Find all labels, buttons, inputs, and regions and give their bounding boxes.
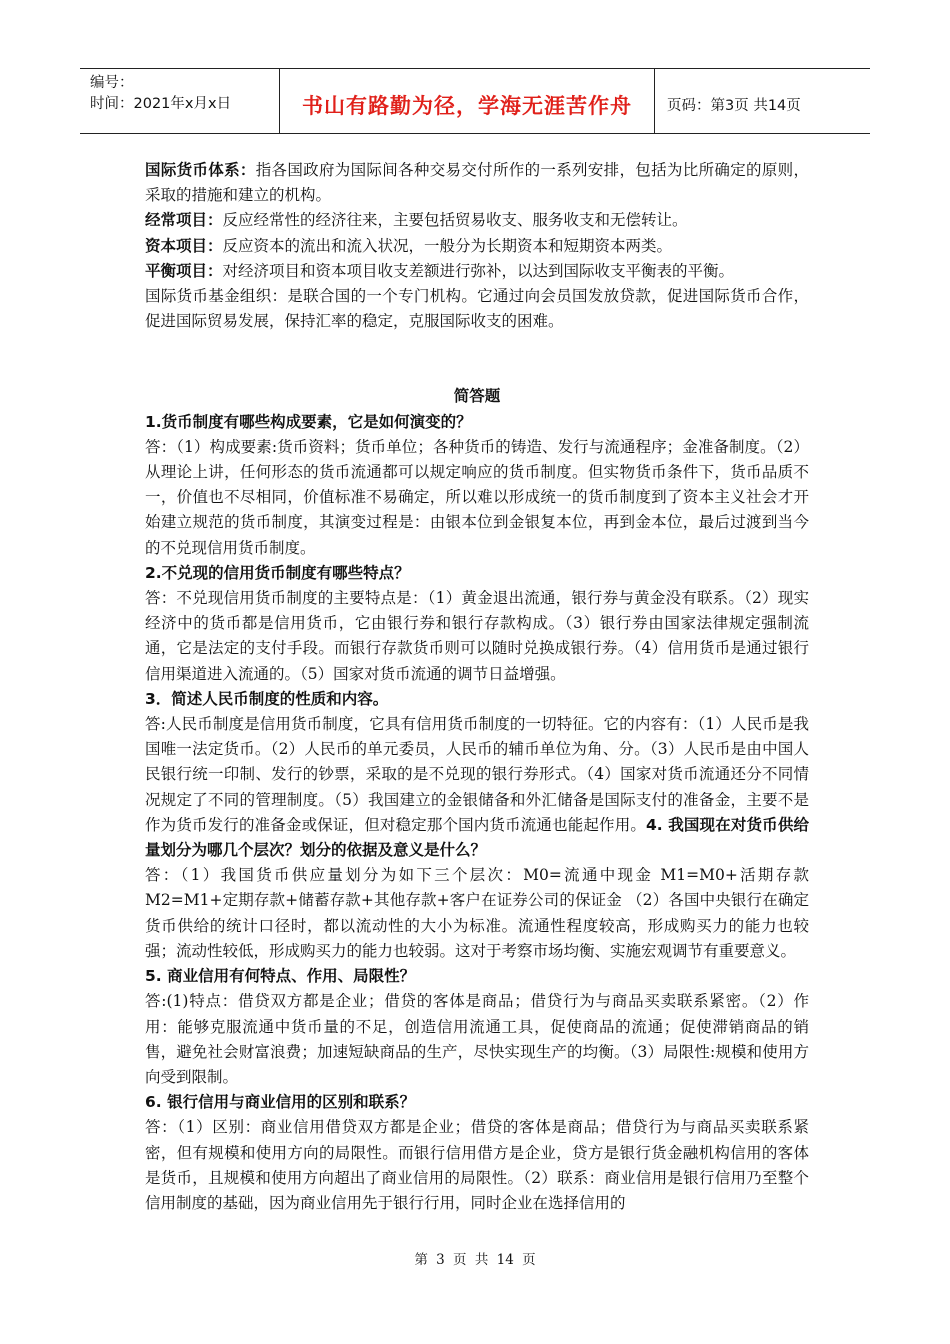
- header-number-label: 编号：: [90, 75, 134, 91]
- definition-term: 国际货币体系：: [145, 161, 256, 179]
- definition-text: 指各国政府为国际间各种交易交付所作的一系列安排，包括为比所确定的原则，采取的措施和建立的机构。: [145, 161, 809, 205]
- page-header: [80, 68, 870, 134]
- definition-term: 经常项目：: [145, 211, 223, 230]
- header-motto-cell: [280, 69, 655, 133]
- definition-term: 资本项目：: [145, 236, 223, 255]
- header-page-info: 页码：第3页 共14页: [667, 97, 801, 114]
- definition-term: 平衡项目：: [145, 261, 223, 280]
- answer-3: 答:人民币制度是信用货币制度，它具有信用货币制度的一切特征。它的内容有：（1）人民币是我国唯一法定货币。（2）人民币的单元委员，人民币的辅币单位为角、分。（3）人民币是由中国人民银行统一印制、发行的钞票，采取的是不兑现的银行券形式。（4）国家对货币流通还分不同情况规定了不同的管理制度。（5）我国建立的金银储备和外汇储备是国际支付的准备金，主要不是作为货币发行的准备金或保证，但对稳定那个国内货币流通也能起作用。: [145, 715, 809, 834]
- answer-4: 答：（1）我国货币供应量划分为如下三个层次：M0=流通中现金 M1=M0+活期存款 M2=M1+定期存款+储蓄存款+其他存款+客户在证券公司的保证金 （2）各国中央银行在确定货币供给的统计口径时，都以流动性的大小为标准。流通性程度较高，形成购买力的能力也较强；流动性较低，形成购买力的能力也较弱。这对于考察市场均衡、实施宏观调节有重要意义。: [145, 866, 809, 960]
- definition-text: 反应经常性的经济往来，主要包括贸易收支、服务收支和无偿转让。: [222, 211, 688, 230]
- answer-1: 答：（1）构成要素:货币资料；货币单位；各种货币的铸造、发行与流通程序；金准备制度。（2）从理论上讲，任何形态的货币流通都可以规定响应的货币制度。但实物货币条件下，货币品质不一，价值也不尽相同，价值标准不易确定，所以难以形成统一的货币制度到了资本主义社会才开始建立规范的货币制度，其演变过程是：由银本位到金银复本位，再到金本位，最后过渡到当今的不兑现信用货币制度。: [145, 437, 809, 557]
- definition-paragraph: [145, 234, 809, 259]
- question-4: 4. 我国现在对货币供给量划分为哪几个层次？划分的依据及意义是什么？: [145, 815, 809, 860]
- question-1: 1.货币制度有哪些构成要素，它是如何演变的？: [145, 412, 472, 431]
- imf-paragraph: 国际货币基金组织：是联合国的一个专门机构。它通过向会员国发放贷款，促进国际货币合作，促进国际贸易发展，保持汇率的稳定，克服国际收支的困难。: [145, 287, 809, 331]
- answer-5: 答:(1)特点：借贷双方都是企业；借贷的客体是商品；借贷行为与商品买卖联系紧密。（2）作用：能够克服流通中货币量的不足，创造信用流通工具，促使商品的流通；促使滞销商品的销售，避免社会财富浪费；加速短缺商品的生产，尽快实现生产的均衡。（3）局限性:规模和使用方向受到限制。: [145, 992, 809, 1086]
- answer-6: 答：（1）区别：商业信用借贷双方都是企业；借贷的客体是商品；借贷行为与商品买卖联系紧密，但有规模和使用方向的局限性。而银行信用借方是企业，贷方是银行货金融机构信用的客体是货币，且规模和使用方向超出了商业信用的局限性。（2）联系：商业信用是银行信用乃至整个信用制度的基础，因为商业信用先于银行行用，同时企业在选择信用的: [145, 1118, 809, 1212]
- answer-2: 答：不兑现信用货币制度的主要特点是：（1）黄金退出流通，银行券与黄金没有联系。（2）现实经济中的货币都是信用货币，它由银行券和银行存款构成。（3）银行券由国家法律规定强制流通，它是法定的支付手段。而银行存款货币则可以随时兑换成银行券。（4）信用货币是通过银行信用渠道进入流通的。（5）国家对货币流通的调节日益增强。: [145, 589, 809, 683]
- question-3: 3．简述人民币制度的性质和内容。: [145, 689, 389, 708]
- definition-text: 反应资本的流出和流入状况，一般分为长期资本和短期资本两类。: [222, 236, 673, 255]
- section-title: 简答题: [453, 387, 501, 406]
- definition-paragraph: [145, 158, 809, 208]
- page-footer: 第 3 页 共 14 页: [414, 1252, 536, 1268]
- definition-paragraph: [145, 259, 809, 284]
- header-meta: [80, 69, 280, 133]
- answer-3-and-question-4: [145, 712, 809, 863]
- header-motto: 书山有路勤为径，学海无涯苦作舟: [302, 94, 632, 118]
- question-2: 2.不兑现的信用货币制度有哪些特点？: [145, 563, 410, 582]
- document-body: [145, 158, 809, 1216]
- definition-paragraph: [145, 208, 809, 233]
- question-5: 5. 商业信用有何特点、作用、局限性？: [145, 967, 416, 986]
- definition-text: 对经济项目和资本项目收支差额进行弥补，以达到国际收支平衡表的平衡。: [222, 261, 735, 280]
- question-6: 6. 银行信用与商业信用的区别和联系？: [145, 1093, 416, 1112]
- spacer: [145, 334, 809, 384]
- header-date: 时间：2021年x月x日: [90, 96, 232, 112]
